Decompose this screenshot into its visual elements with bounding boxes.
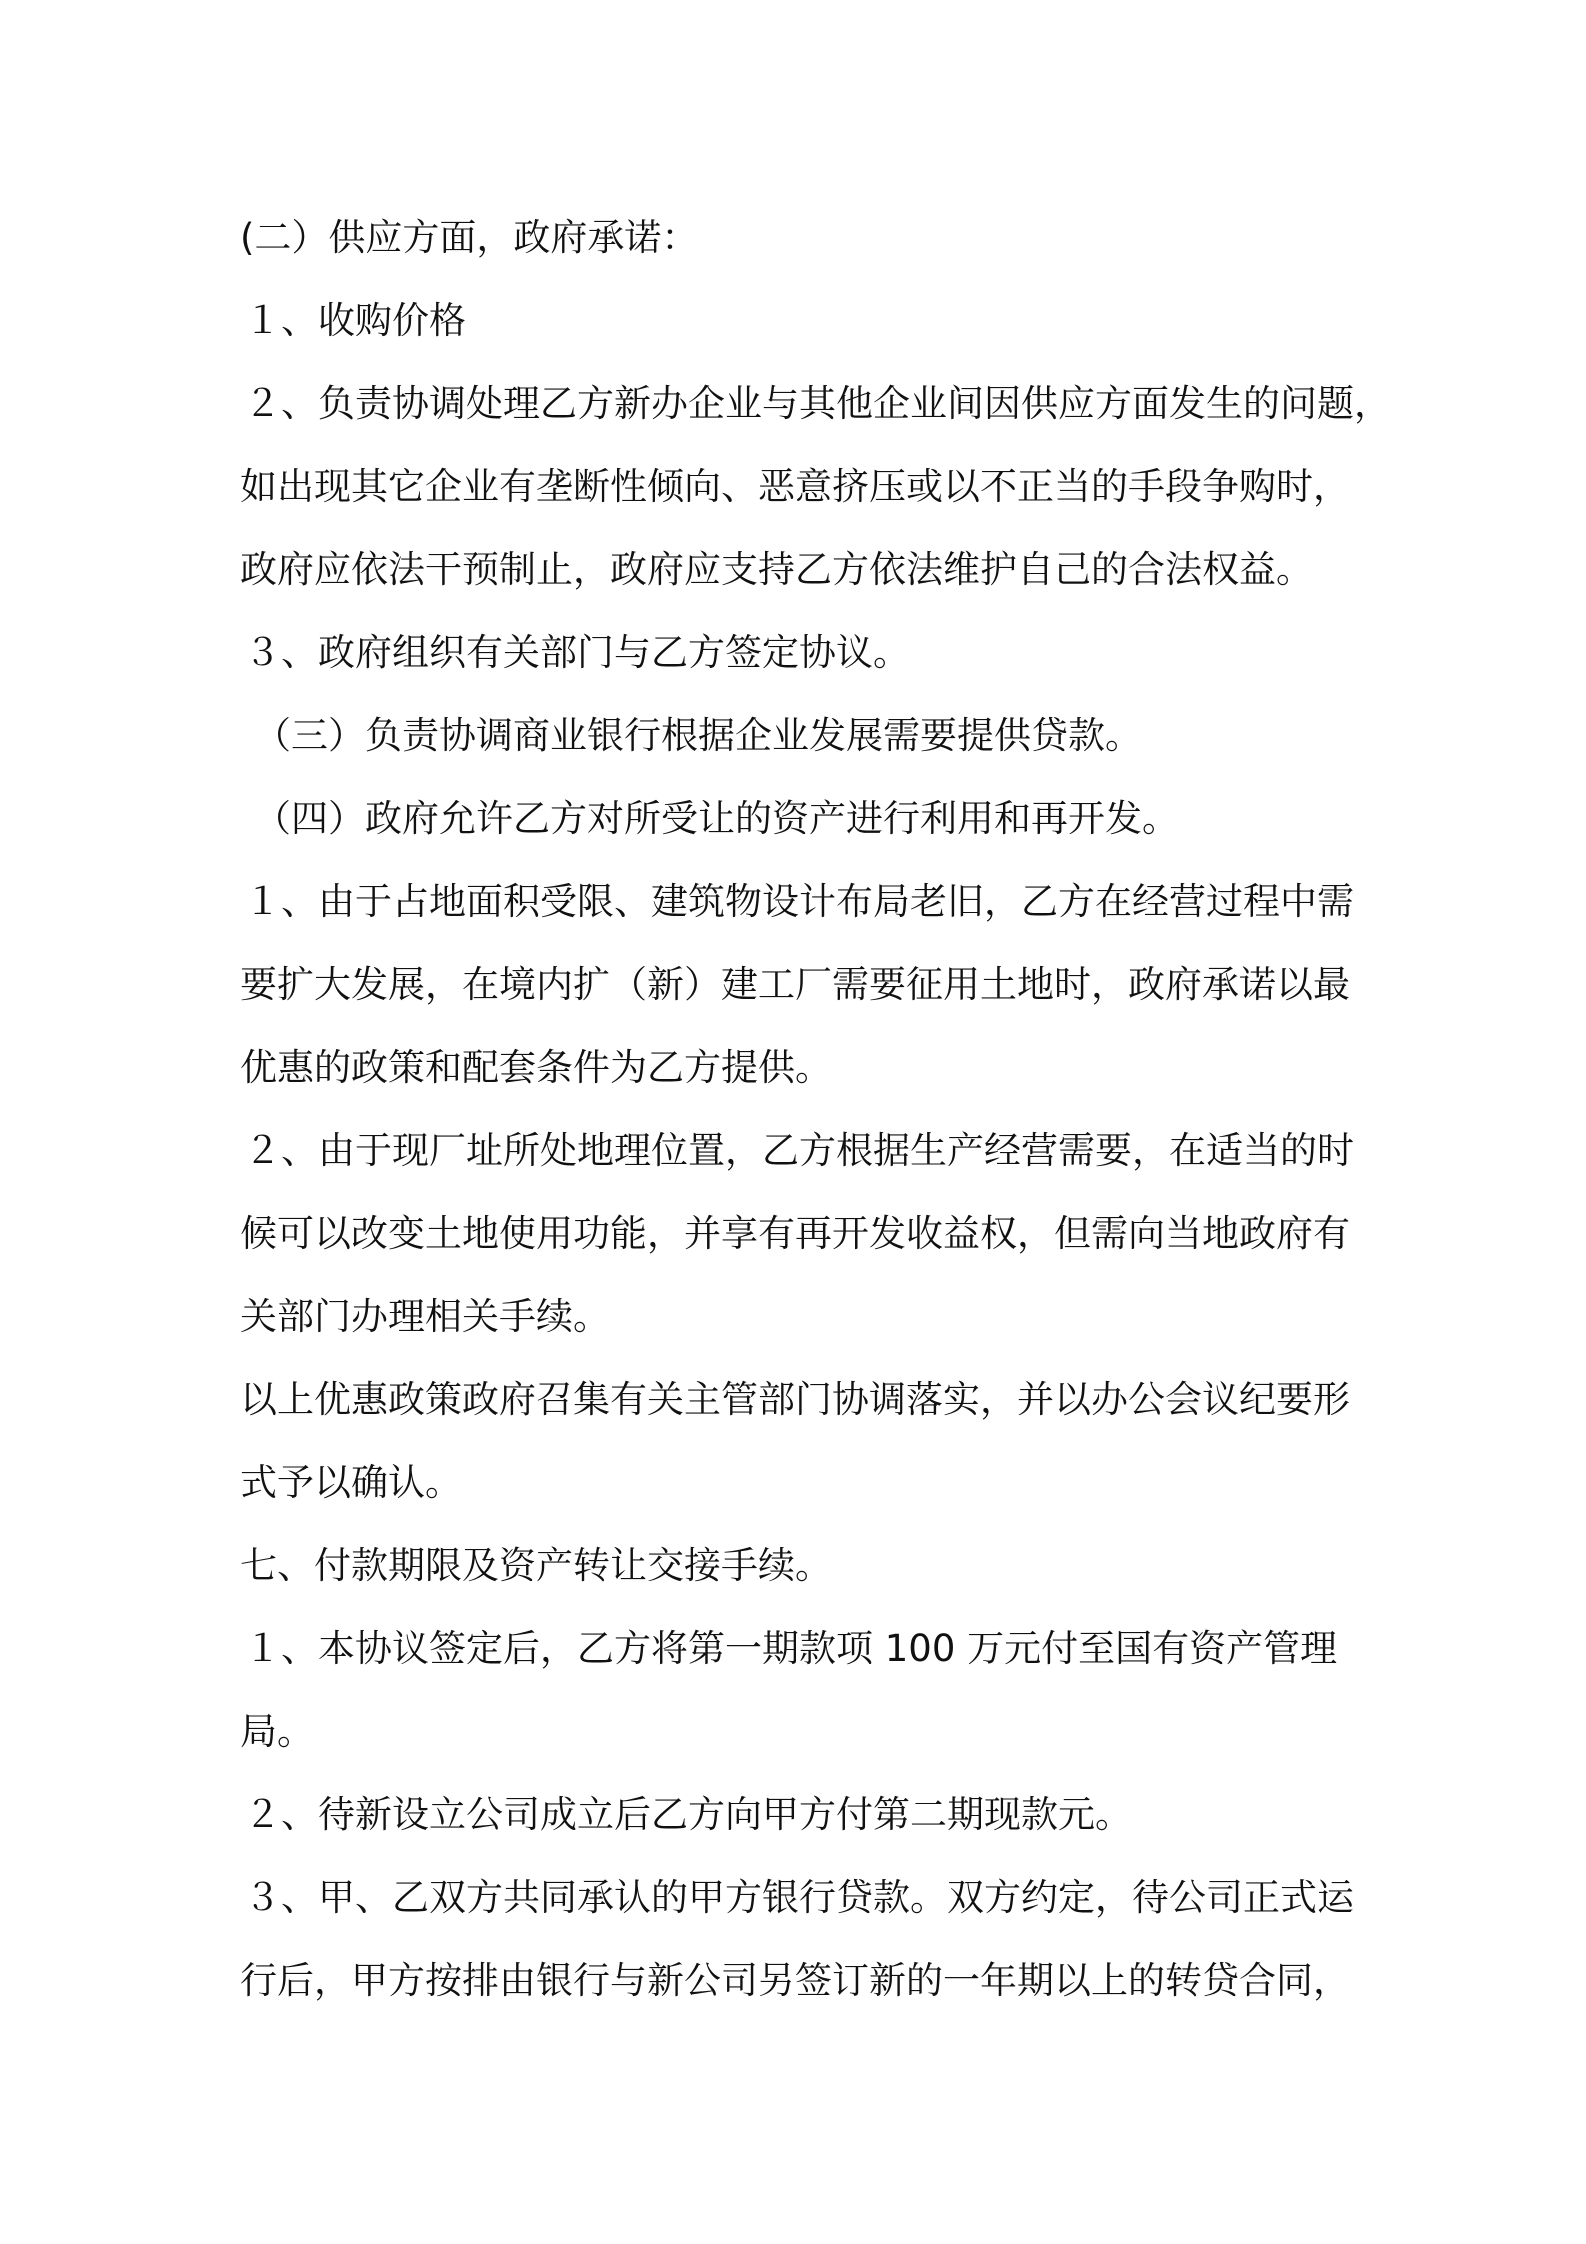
paragraph-line: １、由于占地面积受限、建筑物设计布局老旧，乙方在经营过程中需 bbox=[244, 880, 1354, 923]
paragraph-line: 局。 bbox=[240, 1710, 314, 1753]
paragraph-line: 如出现其它企业有垄断性倾向、恶意挤压或以不正当的手段争购时， bbox=[240, 465, 1350, 508]
paragraph-line: 关部门办理相关手续。 bbox=[240, 1295, 610, 1338]
paragraph-line: ３、政府组织有关部门与乙方签定协议。 bbox=[244, 631, 910, 674]
paragraph-line: ３、甲、乙双方共同承认的甲方银行贷款。双方约定，待公司正式运 bbox=[244, 1876, 1354, 1919]
paragraph-line: ２、由于现厂址所处地理位置，乙方根据生产经营需要，在适当的时 bbox=[244, 1129, 1354, 1172]
document-body bbox=[240, 196, 1391, 2022]
section-heading-redevelopment: （四）政府允许乙方对所受让的资产进行利用和再开发。 bbox=[254, 797, 1179, 840]
paragraph-line: ２、负责协调处理乙方新办企业与其他企业间因供应方面发生的问题， bbox=[244, 382, 1391, 425]
paragraph-line: 要扩大发展，在境内扩（新）建工厂需要征用土地时，政府承诺以最 bbox=[240, 963, 1350, 1006]
paragraph-line: 行后，甲方按排由银行与新公司另签订新的一年期以上的转贷合同， bbox=[240, 1959, 1350, 2002]
paragraph-line: １、本协议签定后，乙方将第一期款项 100 万元付至国有资产管理 bbox=[244, 1627, 1338, 1670]
section-heading-payment: 七、付款期限及资产转让交接手续。 bbox=[240, 1544, 832, 1587]
section-heading-loan: （三）负责协调商业银行根据企业发展需要提供贷款。 bbox=[254, 714, 1142, 757]
section-heading-supply: (二）供应方面，政府承诺： bbox=[240, 216, 699, 259]
paragraph-line: 候可以改变土地使用功能，并享有再开发收益权，但需向当地政府有 bbox=[240, 1212, 1350, 1255]
paragraph-line: 以上优惠政策政府召集有关主管部门协调落实，并以办公会议纪要形 bbox=[240, 1378, 1350, 1421]
paragraph-line: 政府应依法干预制止，政府应支持乙方依法维护自己的合法权益。 bbox=[240, 548, 1313, 591]
paragraph-line: 式予以确认。 bbox=[240, 1461, 462, 1504]
paragraph-line: １、收购价格 bbox=[244, 299, 466, 342]
paragraph-line: ２、待新设立公司成立后乙方向甲方付第二期现款元。 bbox=[244, 1793, 1132, 1836]
paragraph-line: 优惠的政策和配套条件为乙方提供。 bbox=[240, 1046, 832, 1089]
